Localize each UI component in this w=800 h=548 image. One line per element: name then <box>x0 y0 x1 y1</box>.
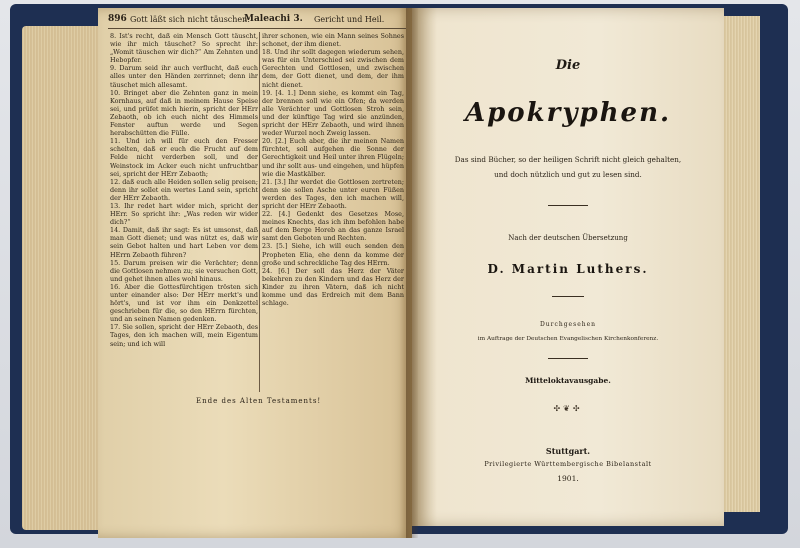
verse: 8. Ist's recht, daß ein Mensch Gott täuscht, wie ihr mich täuschet? So sprecht ihr: „Womit täuschen wir dich?“ Am Zehnten und Hebopfer. <box>110 32 258 65</box>
verse: 19. [4. 1.] Denn siehe, es kommt ein Tag, der brennen soll wie ein Ofen; da werden alle Verächter und Gottlosen Stroh sein, und der künftige Tag wird sie anzünden, spricht der HErr Zebaoth, und wird ihnen weder Wurzel noch Zweig lassen. <box>262 88 404 138</box>
commission-note: im Auftrage der Deutschen Evangelischen Kirchenkonferenz. <box>477 336 659 342</box>
text-column-1 <box>110 32 258 392</box>
subtitle-line-2: und doch nützlich und gut zu lesen sind. <box>494 170 642 179</box>
subtitle <box>440 152 696 182</box>
running-head-right: Gericht und Heil. <box>314 15 385 24</box>
subtitle-line-1: Das sind Bücher, so der heiligen Schrift nicht gleich gehalten, <box>454 155 682 164</box>
verse: 16. Aber die Gottesfürchtigen trösten sich unter einander also: Der HErr merkt's und hört's, und ist vor ihm ein Denkzettel geschrieben für die, so den HErrn fürchten, und an seinen Namen gedenken. <box>110 282 258 324</box>
title-die: Die <box>555 58 581 73</box>
divider-rule <box>548 205 588 206</box>
author: D. Martin Luthers. <box>487 262 649 276</box>
title-main: Apokryphen. <box>464 98 672 128</box>
verse: 23. [5.] Siehe, ich will euch senden den Propheten Elia, ehe denn da komme der große und schreckliche Tag des HErrn. <box>262 242 404 267</box>
verse: 11. Und ich will für euch den Fresser schelten, daß er euch die Frucht auf dem Felde nicht verderben soll, und der Weinstock im Acker euch nicht unfruchtbar sei, spricht der HErr Zebaoth; <box>110 137 258 178</box>
running-head <box>108 14 404 26</box>
revised-note: Durchgesehen <box>539 321 597 328</box>
running-head-center: Maleachi 3. <box>244 14 303 24</box>
verse: ihrer schonen, wie ein Mann seines Sohnes schonet, der ihm dienet. <box>262 32 404 49</box>
verse: 21. [3.] Ihr werdet die Gottlosen zertreten; denn sie sollen Asche unter euren Füßen werden des Tages, den ich machen will, spricht der HErr Zebaoth. <box>262 177 404 210</box>
verse: 9. Darum seid ihr auch verflucht, daß euch alles unter den Händen zerrinnet; denn ihr täuschet mich allesamt. <box>110 64 258 89</box>
verse: 12. daß euch alle Heiden sollen selig preisen; denn ihr sollet ein wertes Land sein, spricht der HErr Zebaoth. <box>110 177 258 202</box>
running-head-rule <box>108 28 406 29</box>
page-number: 896 <box>108 14 127 24</box>
page-edges-left <box>22 26 106 530</box>
verse: 20. [2.] Euch aber, die ihr meinen Namen fürchtet, soll aufgehen die Sonne der Gerechtigkeit und Heil unter ihren Flügeln; und ihr sollt aus- und eingehen, und hüpfen wie die Mastkälber. <box>262 137 404 178</box>
verse: 14. Damit, daß ihr sagt: Es ist umsonst, daß man Gott dienet; und was nützt es, daß wir sein Gebot halten und hart Leben vor dem HErrn Zebaoth führen? <box>110 226 258 259</box>
end-note: Ende des Alten Testaments! <box>196 397 322 405</box>
verse: 10. Bringet aber die Zehnten ganz in mein Kornhaus, auf daß in meinem Hause Speise sei, und prüfet mich hierin, spricht der HErr Zebaoth, ob ich euch nicht des Himmels Fenster auftun werde und Segen herabschütten die Fülle. <box>110 88 258 138</box>
verse: 18. Und ihr sollt dagegen wiederum sehen, was für ein Unterschied sei zwischen dem Gerechten und Gottlosen, und zwischen dem, der Gott dienet, und dem, der ihm nicht dienet. <box>262 48 404 89</box>
divider-rule <box>548 358 588 359</box>
publication-year: 1901. <box>557 474 579 483</box>
column-divider <box>259 32 260 392</box>
edition: Mitteloktavausgabe. <box>525 376 611 385</box>
running-head-left: Gott läßt sich nicht täuschen. <box>130 15 250 24</box>
text-column-2 <box>262 32 404 386</box>
verse: 17. Sie sollen, spricht der HErr Zebaoth, des Tages, den ich machen will, mein Eigentum sein; und ich will <box>110 323 258 348</box>
divider-rule <box>552 296 584 297</box>
verse: 24. [6.] Der soll das Herz der Väter bekehren zu den Kindern und das Herz der Kinder zu ihren Vätern, daß ich nicht komme und das Erdreich mit dem Bann schlage. <box>262 266 404 308</box>
verse: 13. Ihr redet hart wider mich, spricht der HErr. So spricht ihr: „Was reden wir wider dich?“ <box>110 201 258 227</box>
publisher: Privilegierte Württembergische Bibelanstalt <box>484 460 652 468</box>
verse: 22. [4.] Gedenkt des Gesetzes Mose, meines Knechts, das ich ihm befohlen habe auf dem Berge Horeb an das ganze Israel samt den Geboten und Rechten. <box>262 210 404 243</box>
publisher-city: Stuttgart. <box>545 446 591 456</box>
book-gutter <box>406 8 418 538</box>
verse: 15. Darum preisen wir die Verächter; denn die Gottlosen nehmen zu; sie versuchen Gott, und gehet ihnen alles wohl hinaus. <box>110 258 258 283</box>
translation-note: Nach der deutschen Übersetzung <box>508 234 628 242</box>
ornament-icon: ✣❦✣ <box>553 404 583 413</box>
